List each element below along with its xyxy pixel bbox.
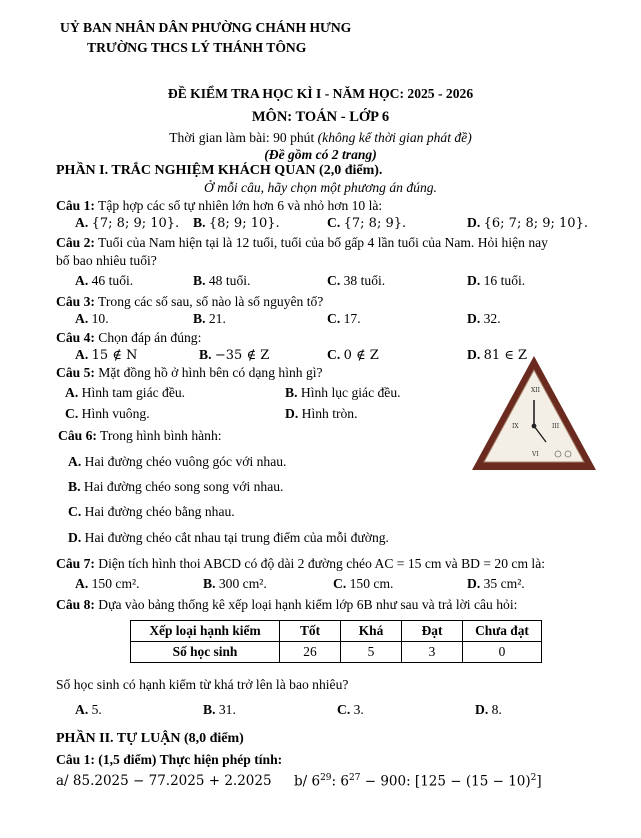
q8-opt-d	[475, 702, 502, 719]
q6-opt-a	[68, 454, 286, 471]
q3-opt-c	[327, 311, 361, 328]
q8-opt-c	[337, 702, 364, 719]
opt-letter: B.	[199, 347, 212, 362]
opt-letter: D.	[467, 347, 481, 362]
q5-opt-a	[65, 385, 185, 402]
q3-opt-d	[467, 311, 501, 328]
q8-opt-b	[203, 702, 236, 719]
conduct-table	[130, 620, 542, 663]
q6-opt-b	[68, 479, 283, 496]
opt-text: {7; 8; 9}.	[343, 216, 407, 231]
table-row	[131, 642, 542, 663]
q2-label: Câu 2:	[56, 235, 95, 250]
q5-label: Câu 5:	[56, 365, 95, 380]
opt-letter: B.	[193, 311, 206, 326]
q7-opt-d	[467, 576, 525, 593]
opt-text: Hai đường chéo vuông góc với nhau.	[84, 454, 287, 469]
q2-text2: bố bao nhiêu tuổi?	[56, 253, 157, 268]
opt-letter: D.	[68, 530, 82, 545]
opt-text: Hình tam giác đều.	[81, 385, 186, 400]
triangle-clock-image	[468, 352, 600, 474]
table-header-cell: Đạt	[402, 621, 463, 642]
opt-text: 81 ∈ Z	[483, 348, 528, 363]
q4-text	[56, 330, 201, 347]
opt-text: {6; 7; 8; 9; 10}.	[483, 216, 588, 231]
opt-letter: B.	[68, 479, 81, 494]
q7-opt-a	[75, 576, 140, 593]
opt-text: 5.	[91, 702, 102, 717]
opt-letter: D.	[467, 311, 481, 326]
q2-opt-b	[193, 273, 250, 290]
q1-opt-a	[75, 215, 179, 232]
opt-text: 38 tuổi.	[343, 273, 386, 288]
exponent: 29	[320, 773, 332, 783]
exam-time	[0, 130, 641, 147]
expr-part: b/ 6	[294, 773, 321, 790]
part2-q1-label: Câu 1: (1,5 điểm) Thực hiện phép tính:	[56, 752, 283, 767]
q4-body: Chọn đáp án đúng:	[94, 330, 202, 345]
opt-letter: C.	[327, 347, 341, 362]
q6-opt-c	[68, 504, 235, 521]
q8-opt-a	[75, 702, 102, 719]
part2-q1-a: a/ 85.2025 − 77.2025 + 2.2025	[56, 773, 272, 789]
opt-letter: D.	[467, 576, 481, 591]
opt-letter: C.	[327, 311, 341, 326]
opt-letter: C.	[327, 215, 341, 230]
exponent: 2	[530, 773, 537, 783]
q6-text	[58, 428, 222, 445]
q2-opt-c	[327, 273, 385, 290]
exam-subject: MÔN: TOÁN - LỚP 6	[251, 109, 390, 125]
q6-opt-d	[68, 530, 389, 547]
opt-letter: D.	[467, 273, 481, 288]
table-header-cell: Xếp loại hạnh kiểm	[131, 621, 280, 642]
q3-text	[56, 294, 323, 311]
q3-opt-b	[193, 311, 226, 328]
part2-title: PHẦN II. TỰ LUẬN (8,0 điểm)	[56, 731, 244, 746]
table-header-cell: Chưa đạt	[463, 621, 542, 642]
authority-name: UỶ BAN NHÂN DÂN PHƯỜNG CHÁNH HƯNG	[60, 20, 352, 35]
exponent: 27	[348, 773, 361, 783]
q4-label: Câu 4:	[56, 330, 95, 345]
opt-text: 32.	[483, 311, 501, 326]
q7-body: Diện tích hình thoi ABCD có độ dài 2 đường chéo AC = 15 cm và BD = 20 cm là:	[94, 556, 546, 571]
opt-text: Hai đường chéo cắt nhau tại trung điểm của mỗi đường.	[84, 530, 389, 545]
opt-letter: B.	[193, 215, 206, 230]
expr-part: : 6	[331, 773, 349, 790]
opt-text: {7; 8; 9; 10}.	[91, 216, 180, 231]
opt-letter: B.	[203, 702, 216, 717]
expr-part: − 900: [125 − (15 − 10)	[360, 773, 531, 790]
q5-body: Mặt đồng hồ ở hình bên có dạng hình gì?	[94, 365, 323, 380]
time-note: (không kể thời gian phát đề)	[317, 130, 472, 145]
q1-text	[56, 198, 382, 215]
opt-text: −35 ∉ Z	[214, 348, 270, 363]
opt-text: {8; 9; 10}.	[208, 216, 280, 231]
part1-instruction: Ở mỗi câu, hãy chọn một phương án đúng.	[204, 180, 437, 195]
opt-text: 35 cm².	[483, 576, 525, 591]
q5-text	[56, 365, 323, 382]
table-cell: Số học sinh	[131, 642, 280, 663]
opt-text: Hình tròn.	[301, 406, 358, 421]
opt-text: 21.	[208, 311, 226, 326]
q7-opt-c	[333, 576, 393, 593]
q2-opt-d	[467, 273, 525, 290]
opt-letter: C.	[65, 406, 79, 421]
q1-opt-b	[193, 215, 280, 232]
opt-letter: D.	[475, 702, 489, 717]
exam-title: ĐỀ KIỂM TRA HỌC KÌ I - NĂM HỌC: 2025 - 2026	[167, 86, 474, 101]
q7-opt-b	[203, 576, 267, 593]
q3-body: Trong các số sau, số nào là số nguyên tố?	[94, 294, 324, 309]
opt-letter: A.	[75, 702, 89, 717]
opt-text: 16 tuổi.	[483, 273, 526, 288]
opt-text: 48 tuổi.	[208, 273, 251, 288]
q6-label: Câu 6:	[58, 428, 97, 443]
q2-body: Tuổi của Nam hiện tại là 12 tuổi, tuổi của bố gấp 4 lần tuổi của Nam. Hỏi hiện nay	[94, 235, 548, 250]
opt-letter: C.	[68, 504, 82, 519]
q5-opt-d	[285, 406, 358, 423]
opt-letter: D.	[467, 215, 481, 230]
opt-letter: C.	[337, 702, 351, 717]
opt-letter: A.	[75, 347, 89, 362]
opt-text: 15 ∉ N	[91, 348, 138, 363]
opt-text: Hình vuông.	[81, 406, 150, 421]
table-cell: 26	[280, 642, 341, 663]
opt-letter: A.	[75, 311, 89, 326]
opt-text: 3.	[353, 702, 364, 717]
q2-opt-a	[75, 273, 133, 290]
table-header-cell: Khá	[341, 621, 402, 642]
q4-opt-b	[199, 347, 269, 364]
q3-opt-a	[75, 311, 109, 328]
opt-text: 150 cm.	[349, 576, 394, 591]
q6-body: Trong hình bình hành:	[96, 428, 222, 443]
q5-opt-c	[65, 406, 150, 423]
q8-question: Số học sinh có hạnh kiểm từ khá trở lên là bao nhiêu?	[56, 677, 349, 692]
opt-letter: B.	[193, 273, 206, 288]
opt-text: Hình lục giác đều.	[300, 385, 401, 400]
table-header-row	[131, 621, 542, 642]
expr-part: ]	[536, 773, 542, 790]
q2-text	[56, 235, 548, 252]
svg-text:III: III	[552, 423, 560, 430]
time-prefix: Thời gian làm bài: 90 phút	[169, 130, 318, 145]
part2-q1-b	[294, 773, 542, 790]
q1-label: Câu 1:	[56, 198, 95, 213]
opt-letter: C.	[333, 576, 347, 591]
opt-letter: A.	[68, 454, 82, 469]
opt-letter: B.	[203, 576, 216, 591]
opt-text: 0 ∉ Z	[343, 348, 379, 363]
q3-label: Câu 3:	[56, 294, 95, 309]
table-cell: 5	[341, 642, 402, 663]
q7-label: Câu 7:	[56, 556, 95, 571]
opt-text: Hai đường chéo bằng nhau.	[84, 504, 235, 519]
opt-letter: B.	[285, 385, 298, 400]
q4-opt-a	[75, 347, 137, 364]
q8-text	[56, 597, 517, 614]
q7-text	[56, 556, 545, 573]
opt-letter: A.	[75, 273, 89, 288]
opt-text: 46 tuổi.	[91, 273, 134, 288]
opt-text: Hai đường chéo song song với nhau.	[83, 479, 284, 494]
opt-letter: A.	[65, 385, 79, 400]
q4-opt-c	[327, 347, 379, 364]
opt-letter: A.	[75, 215, 89, 230]
opt-text: 8.	[491, 702, 502, 717]
svg-text:IX: IX	[512, 423, 519, 430]
q5-opt-b	[285, 385, 401, 402]
q8-body: Dựa vào bảng thống kê xếp loại hạnh kiểm lớp 6B như sau và trả lời câu hỏi:	[94, 597, 518, 612]
opt-text: 150 cm².	[91, 576, 140, 591]
opt-text: 300 cm².	[218, 576, 267, 591]
opt-letter: C.	[327, 273, 341, 288]
table-cell: 3	[402, 642, 463, 663]
opt-letter: A.	[75, 576, 89, 591]
table-header-cell: Tốt	[280, 621, 341, 642]
q8-label: Câu 8:	[56, 597, 95, 612]
svg-text:XII: XII	[531, 387, 541, 394]
svg-text:VI: VI	[532, 451, 539, 458]
opt-text: 17.	[343, 311, 361, 326]
q1-body: Tập hợp các số tự nhiên lớn hơn 6 và nhỏ hơn 10 là:	[94, 198, 383, 213]
opt-text: 10.	[91, 311, 109, 326]
table-cell: 0	[463, 642, 542, 663]
q1-opt-c	[327, 215, 406, 232]
q1-opt-d	[467, 215, 588, 232]
opt-letter: D.	[285, 406, 299, 421]
exam-pages: (Đề gồm có 2 trang)	[264, 147, 377, 162]
opt-text: 31.	[218, 702, 236, 717]
part1-title: PHẦN I. TRẮC NGHIỆM KHÁCH QUAN (2,0 điểm).	[56, 163, 383, 178]
school-name: TRƯỜNG THCS LÝ THÁNH TÔNG	[87, 40, 307, 55]
